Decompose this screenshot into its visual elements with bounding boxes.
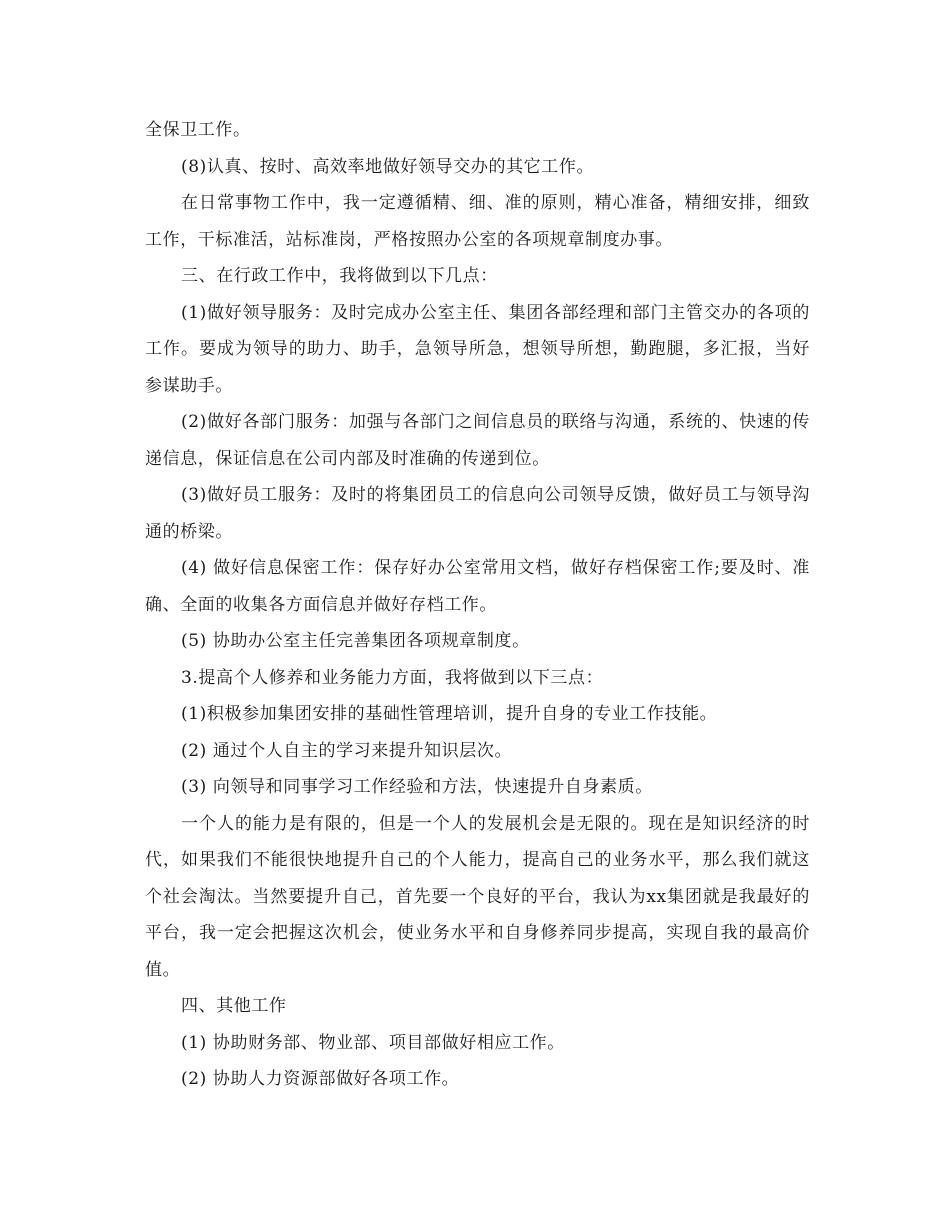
paragraph: (8)认真、按时、高效率地做好领导交办的其它工作。 (181, 156, 595, 177)
section-heading: 三、在行政工作中，我将做到以下几点： (181, 266, 498, 286)
paragraph: (1)做好领导服务：及时完成办公室主任、集团各部经理和部门主管交办的各项的工作。要成为领导的助力、助手，急领导所急，想领导所想，勤跑腿，多汇报，当好参谋助手。 (145, 302, 810, 396)
paragraph: 全保卫工作。 (145, 120, 251, 140)
paragraph: (1) 协助财务部、物业部、项目部做好相应工作。 (181, 1032, 565, 1053)
paragraph: (2)做好各部门服务：加强与各部门之间信息员的联络与沟通，系统的、快速的传递信息，保证信息在公司内部及时准确的传递到位。 (145, 412, 810, 469)
paragraph: (3)做好员工服务：及时的将集团员工的信息向公司领导反馈，做好员工与领导沟通的桥梁。 (145, 485, 810, 542)
paragraph: 在日常事物工作中，我一定遵循精、细、准的原则，精心准备，精细安排，细致工作，干标准活，站标准岗，严格按照办公室的各项规章制度办事。 (145, 193, 810, 250)
paragraph: (5) 协助办公室主任完善集团各项规章制度。 (181, 631, 530, 651)
section-heading: 四、其他工作 (181, 996, 287, 1016)
section-heading: 3.提高个人修养和业务能力方面，我将做到以下三点： (181, 667, 604, 688)
paragraph: (4) 做好信息保密工作：保存好办公室常用文档，做好存档保密工作;要及时、准确、全面的收集各方面信息并做好存档工作。 (145, 558, 810, 615)
paragraph: (2) 通过个人自主的学习来提升知识层次。 (181, 740, 513, 761)
paragraph: (2) 协助人力资源部做好各项工作。 (181, 1069, 460, 1089)
paragraph: (1)积极参加集团安排的基础性管理培训，提升自身的专业工作技能。 (181, 704, 718, 724)
document-body (145, 112, 810, 1098)
paragraph: (3) 向领导和同事学习工作经验和方法，快速提升自身素质。 (181, 777, 653, 797)
paragraph: 一个人的能力是有限的，但是一个人的发展机会是无限的。现在是知识经济的时代，如果我们不能很快地提升自己的个人能力，提高自己的业务水平，那么我们就这个社会淘汰。当然要提升自己，首先要一个良好的平台，我认为xx集团就是我最好的平台，我一定会把握这次机会，使业务水平和自身修养同步提高，实现自我的最高价值。 (145, 813, 810, 980)
